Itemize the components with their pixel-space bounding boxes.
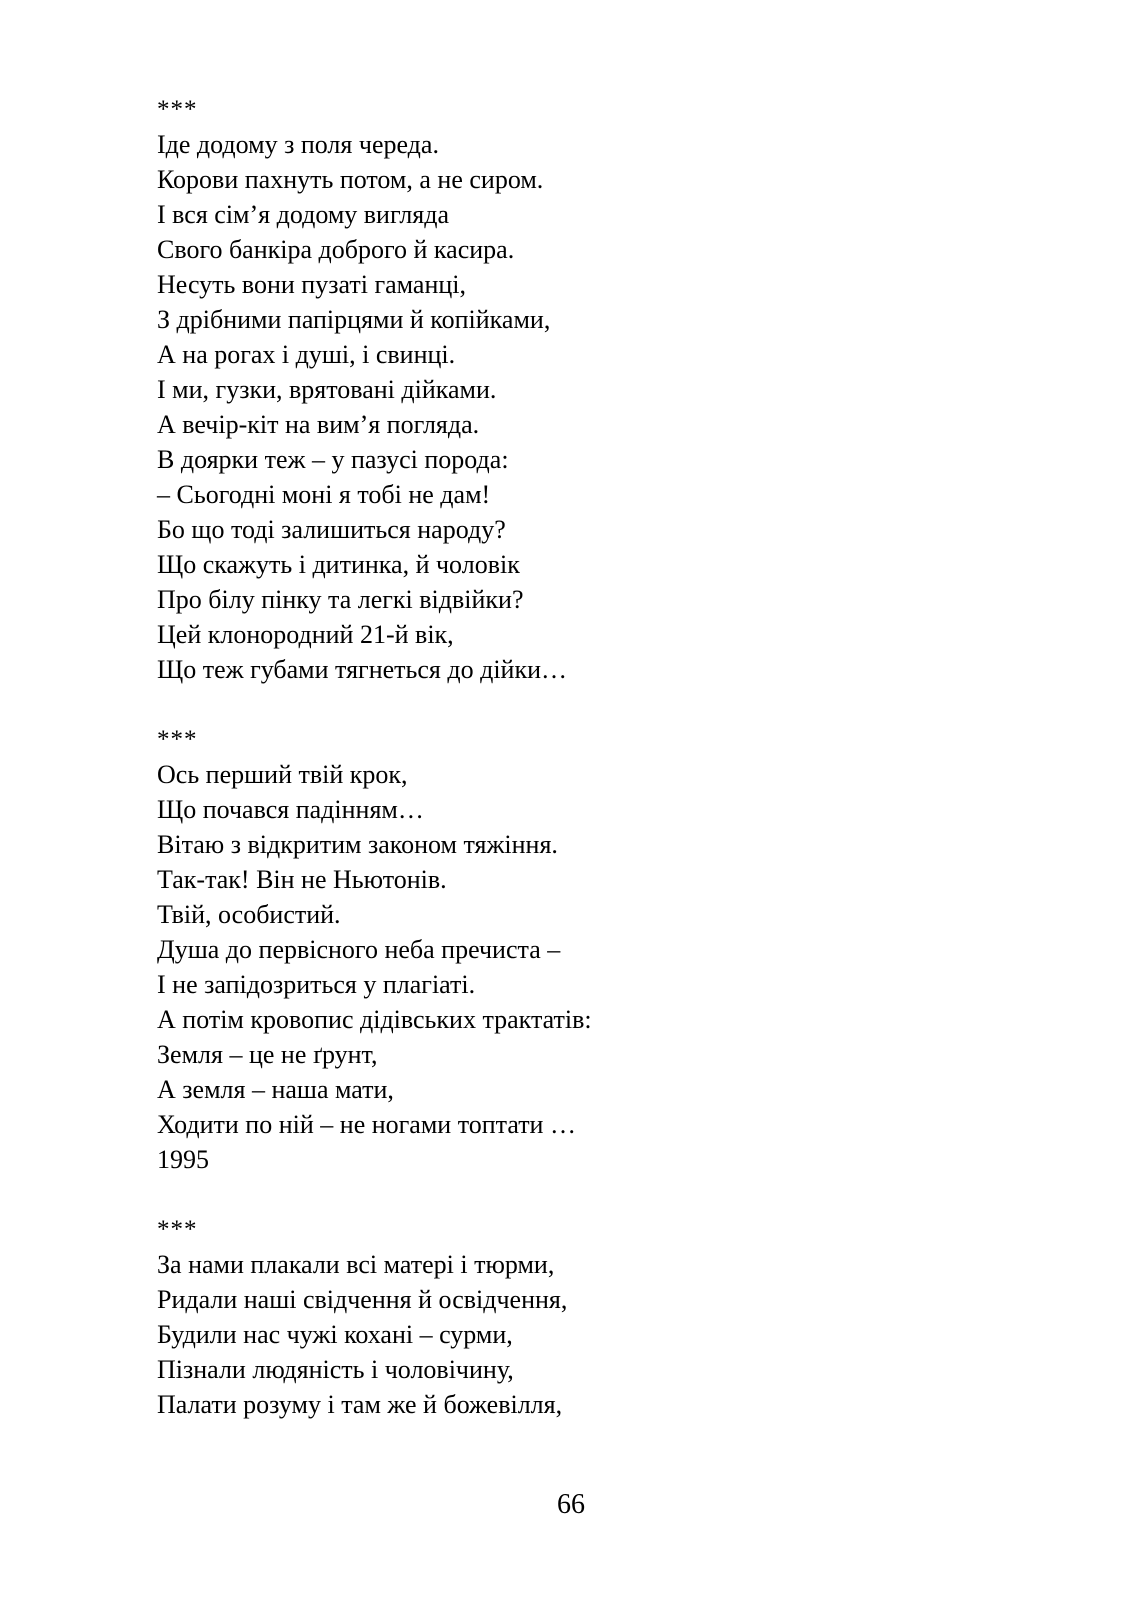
poem-line: А на рогах і душі, і свинці. — [157, 340, 456, 369]
poem-line: І вся сім’я додому вигляда — [157, 200, 450, 229]
poem-line: І не запідозриться у плагіаті. — [157, 970, 476, 999]
poem-3 — [157, 1212, 1037, 1422]
poem-line: Що почався падінням… — [157, 795, 424, 824]
poem-line: Вітаю з відкритим законом тяжіння. — [157, 830, 558, 859]
poem-line: А земля – наша мати, — [157, 1075, 394, 1104]
poem-line: Земля – це не ґрунт, — [157, 1040, 378, 1069]
poem-line: Бо що тоді залишиться народу? — [157, 515, 506, 544]
poem-line: За нами плакали всі матері і тюрми, — [157, 1250, 555, 1279]
poem-line: А потім кровопис дідівських трактатів: — [157, 1005, 592, 1034]
poem-line: Так-так! Він не Ньютонів. — [157, 865, 447, 894]
poem-line: З дрібними папірцями й копійками, — [157, 305, 551, 334]
poem-line: Ридали наші свідчення й освідчення, — [157, 1285, 568, 1314]
poem-line: Що теж губами тягнеться до дійки… — [157, 655, 568, 684]
poem-line: І ми, гузки, врятовані дійками. — [157, 375, 497, 404]
poem-line: В доярки теж – у пазусі порода: — [157, 445, 509, 474]
page-content — [157, 92, 1037, 1422]
poem-line: Будили нас чужі кохані – сурми, — [157, 1320, 513, 1349]
page-number: 66 — [557, 1489, 585, 1520]
poem-line: Корови пахнуть потом, а не сиром. — [157, 165, 544, 194]
poem-line: Пізнали людяність і чоловічину, — [157, 1355, 514, 1384]
poem-line: Душа до первісного неба пречиста – — [157, 935, 561, 964]
poem-line: Ось перший твій крок, — [157, 760, 408, 789]
poem-1 — [157, 92, 1037, 687]
poem-line: Палати розуму і там же й божевілля, — [157, 1390, 563, 1419]
poem-line: – Сьогодні моні я тобі не дам! — [157, 480, 491, 509]
poem-line: Твій, особистий. — [157, 900, 341, 929]
poem-line: Що скажуть і дитинка, й чоловік — [157, 550, 520, 579]
poem-line: Іде додому з поля череда. — [157, 130, 439, 159]
poem-line: А вечір-кіт на вим’я погляда. — [157, 410, 480, 439]
poem-line: Несуть вони пузаті гаманці, — [157, 270, 467, 299]
poem-2 — [157, 722, 1037, 1177]
poem-separator: *** — [157, 96, 198, 123]
poem-line: Ходити по ній – не ногами топтати … — [157, 1110, 576, 1139]
poem-separator: *** — [157, 1216, 198, 1243]
poem-line: Про білу пінку та легкі відвійки? — [157, 585, 524, 614]
poem-separator: *** — [157, 726, 198, 753]
poem-line: Цей клонородний 21-й вік, — [157, 620, 454, 649]
poem-line: Свого банкіра доброго й касира. — [157, 235, 515, 264]
poem-date: 1995 — [157, 1145, 209, 1174]
